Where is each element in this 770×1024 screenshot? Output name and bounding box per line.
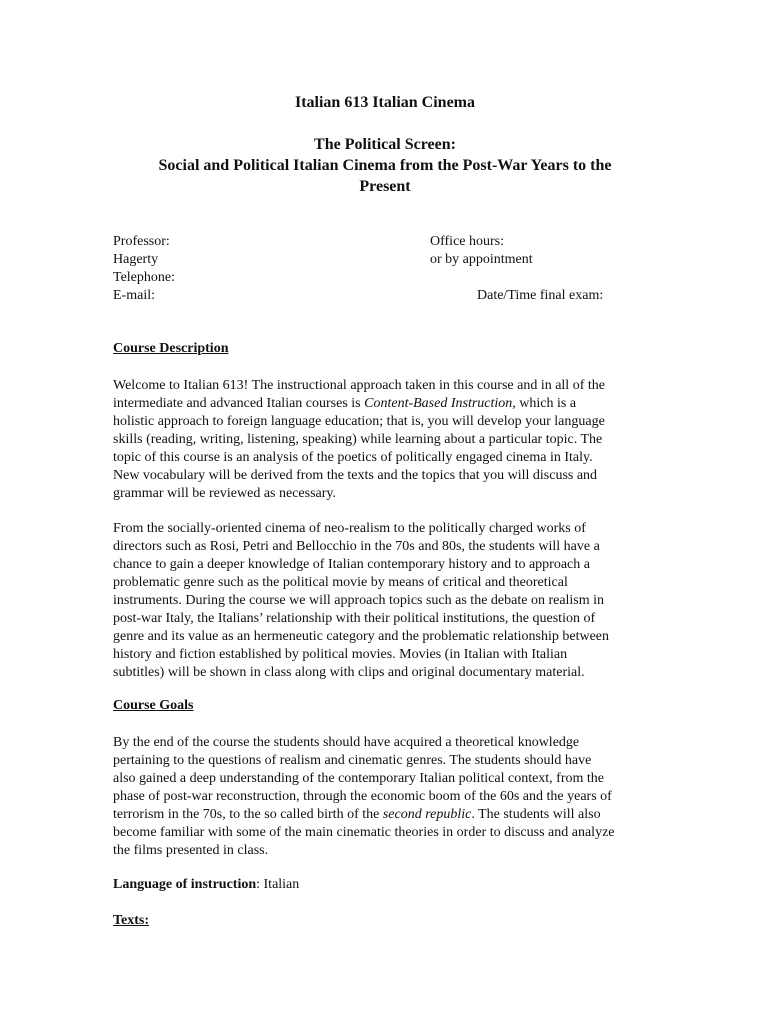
paragraph-line: By the end of the course the students should have acquired a theoretical knowledge [113,735,580,750]
paragraph-line: the films presented in class. [113,843,269,858]
language-value: : Italian [256,877,300,892]
paragraph-line: directors such as Rosi, Petri and Bellocchio in the 70s and 80s, the students will have a [113,539,600,554]
text-run: . The students will also [471,807,601,822]
course-title: Italian 613 Italian Cinema [294,94,475,111]
paragraph-line: Welcome to Italian 613! The instructional approach taken in this course and in all of the [113,378,605,393]
paragraph-line: chance to gain a deeper knowledge of Italian contemporary history and to approach a [113,557,590,572]
paragraph-line: grammar will be reviewed as necessary. [113,486,336,501]
text-run: intermediate and advanced Italian courses is [113,396,365,411]
paragraph-line: New vocabulary will be derived from the texts and the topics that you will discuss and [113,468,598,483]
language-of-instruction [113,877,299,893]
paragraph-line: history and fiction established by political movies. Movies (in Italian with Italian [113,647,568,662]
paragraph-line: pertaining to the questions of realism and cinematic genres. The students should have [113,753,592,768]
emphasis-content-based-instruction: Content-Based Instruction [364,396,513,411]
professor-name: Hagerty [113,252,159,267]
paragraph-line: From the socially-oriented cinema of neo-realism to the politically charged works of [113,521,586,536]
paragraph-line: become familiar with some of the main cinematic theories in order to discuss and analyze [113,825,615,840]
paragraph-line: also gained a deep understanding of the contemporary Italian political context, from the [113,771,604,786]
course-description-paragraph-2 [113,520,658,682]
paragraph-line: post-war Italy, the Italians’ relationship with their political institutions, the question of [113,611,596,626]
paragraph-line: holistic approach to foreign language education; that is, you will develop your language [113,414,605,429]
paragraph-line: skills (reading, writing, listening, speaking) while learning about a particular topic. The [113,432,603,447]
paragraph-line: genre and its value as an hermeneutic category and the problematic relationship between [113,629,610,644]
text-run: , which is a [512,396,577,411]
course-theme-line1: Social and Political Italian Cinema from the Post-War Years to the [158,157,612,174]
office-hours-label: Office hours: [430,234,504,249]
final-exam-label: Date/Time final exam: [477,288,604,303]
paragraph-line: phase of post-war reconstruction, through the economic boom of the 60s and the years of [113,789,612,804]
course-goals-paragraph [113,734,658,860]
course-description-heading: Course Description [113,341,229,356]
texts-heading: Texts: [113,913,150,928]
paragraph-line: problematic genre such as the political movie by means of critical and theoretical [113,575,568,590]
paragraph-line: topic of this course is an analysis of the poetics of politically engaged cinema in Italy. [113,450,593,465]
email-label: E-mail: [113,288,155,303]
paragraph-line: subtitles) will be shown in class along with clips and original documentary material. [113,665,585,680]
course-theme-line2: Present [359,178,411,195]
office-hours-note: or by appointment [430,252,533,267]
course-subtitle: The Political Screen: [314,136,456,153]
paragraph-line [113,806,658,824]
emphasis-second-republic: second republic [382,807,472,822]
text-run: terrorism in the 70s, to the so called birth of the [113,807,383,822]
professor-label: Professor: [113,234,170,249]
paragraph-line [113,395,658,413]
paragraph-line: instruments. During the course we will approach topics such as the debate on realism in [113,593,605,608]
telephone-label: Telephone: [113,270,175,285]
language-label: Language of instruction [113,877,257,892]
course-goals-heading: Course Goals [113,698,194,713]
course-description-paragraph-1 [113,377,658,503]
